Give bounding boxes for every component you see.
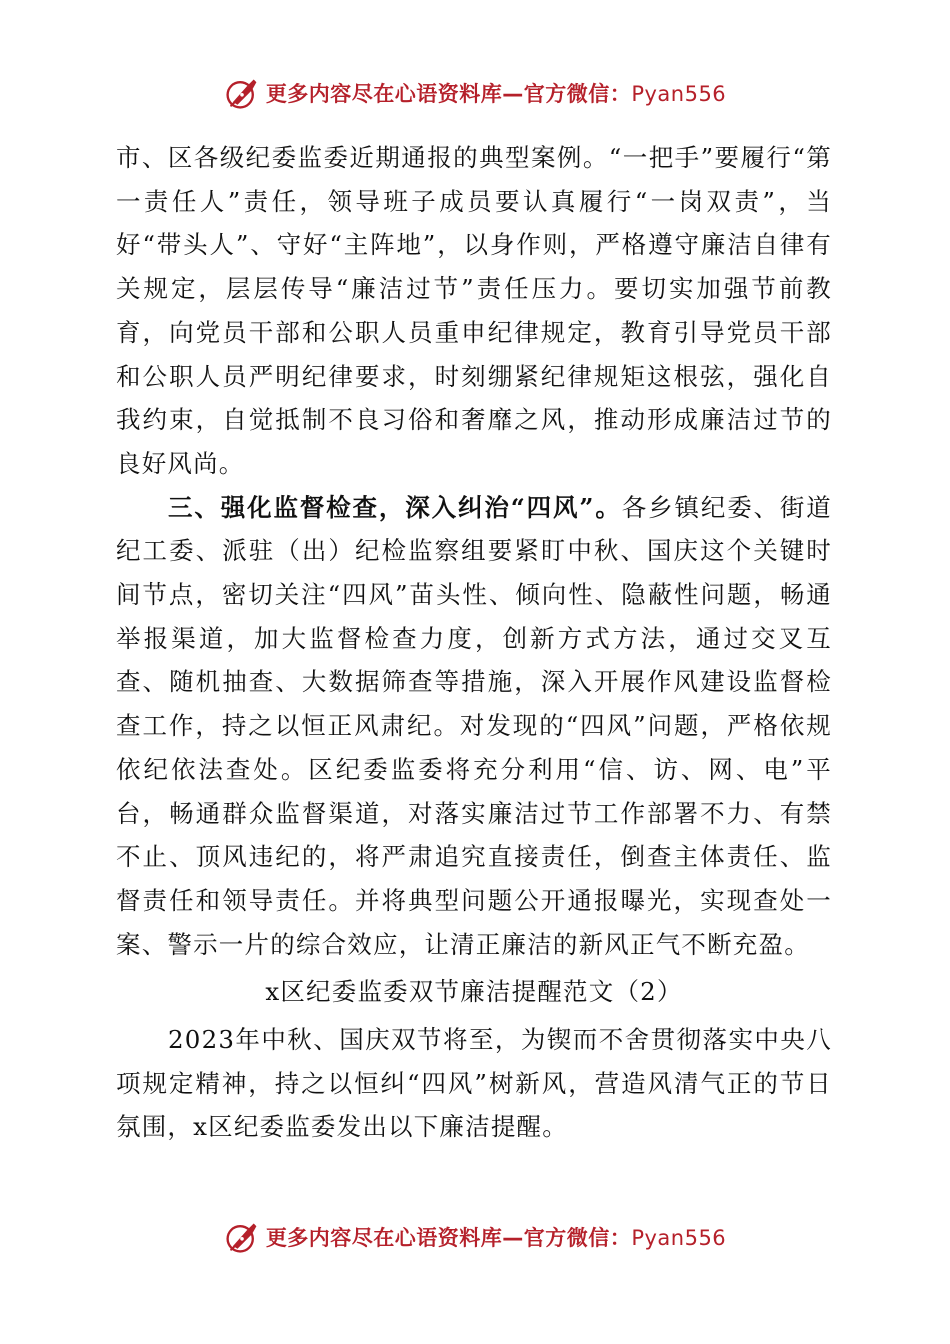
header-banner [0, 68, 950, 118]
paragraph-continued: 市、区各级纪委监委近期通报的典型案例。“一把手”要履行“第一责任人”责任，领导班子成员要认真履行“一岗双责”，当好“带头人”、守好“主阵地”，以身作则，严格遵守廉洁自律有关规定，层层传导“廉洁过节”责任压力。要切实加强节前教育，向党员干部和公职人员重申纪律规定，教育引导党员干部和公职人员严明纪律要求，时刻绷紧纪律规矩这根弦，强化自我约束，自觉抵制不良习俗和奢靡之风，推动形成廉洁过节的良好风尚。 [116, 143, 832, 478]
footer-banner [0, 1212, 950, 1262]
section-heading: 三、强化监督检查，深入纠治“四风”。 [168, 492, 622, 522]
footer-banner-text: 更多内容尽在心语资料库—官方微信：Pyan556 [265, 1226, 727, 1250]
section-body: 各乡镇纪委、街道纪工委、派驻（出）纪检监察组要紧盯中秋、国庆这个关键时间节点，密切关注“四风”苗头性、倾向性、隐蔽性问题，畅通举报渠道，加大监督检查力度，创新方式方法，通过交叉互查、随机抽查、大数据筛查等措施，深入开展作风建设监督检查工作，持之以恒正风肃纪。对发现的“四风”问题，严格依规依纪依法查处。区纪委监委将充分利用“信、访、网、电”平台，畅通群众监督渠道，对落实廉洁过节工作部署不力、有禁不止、顶风违纪的，将严肃追究直接责任，倒查主体责任、监督责任和领导责任。并将典型问题公开通报曝光，实现查处一案、警示一片的综合效应，让清正廉洁的新风正气不断充盈。 [116, 492, 832, 959]
paragraph-intro: 2023年中秋、国庆双节将至，为锲而不舍贯彻落实中央八项规定精神，持之以恒纠“四风”树新风，营造风清气正的节日氛围，x区纪委监委发出以下廉洁提醒。 [116, 1025, 832, 1142]
footer-wechat-id: Pyan556 [631, 1226, 727, 1250]
document-body [116, 136, 832, 1149]
header-wechat-id: Pyan556 [631, 82, 727, 106]
pen-nib-logo-icon [224, 75, 260, 111]
paragraph-section-three [116, 486, 832, 967]
header-banner-text: 更多内容尽在心语资料库—官方微信：Pyan556 [265, 82, 727, 106]
document-subtitle: x区纪委监委双节廉洁提醒范文（2） [265, 977, 683, 1007]
pen-nib-logo-icon [224, 1219, 260, 1255]
